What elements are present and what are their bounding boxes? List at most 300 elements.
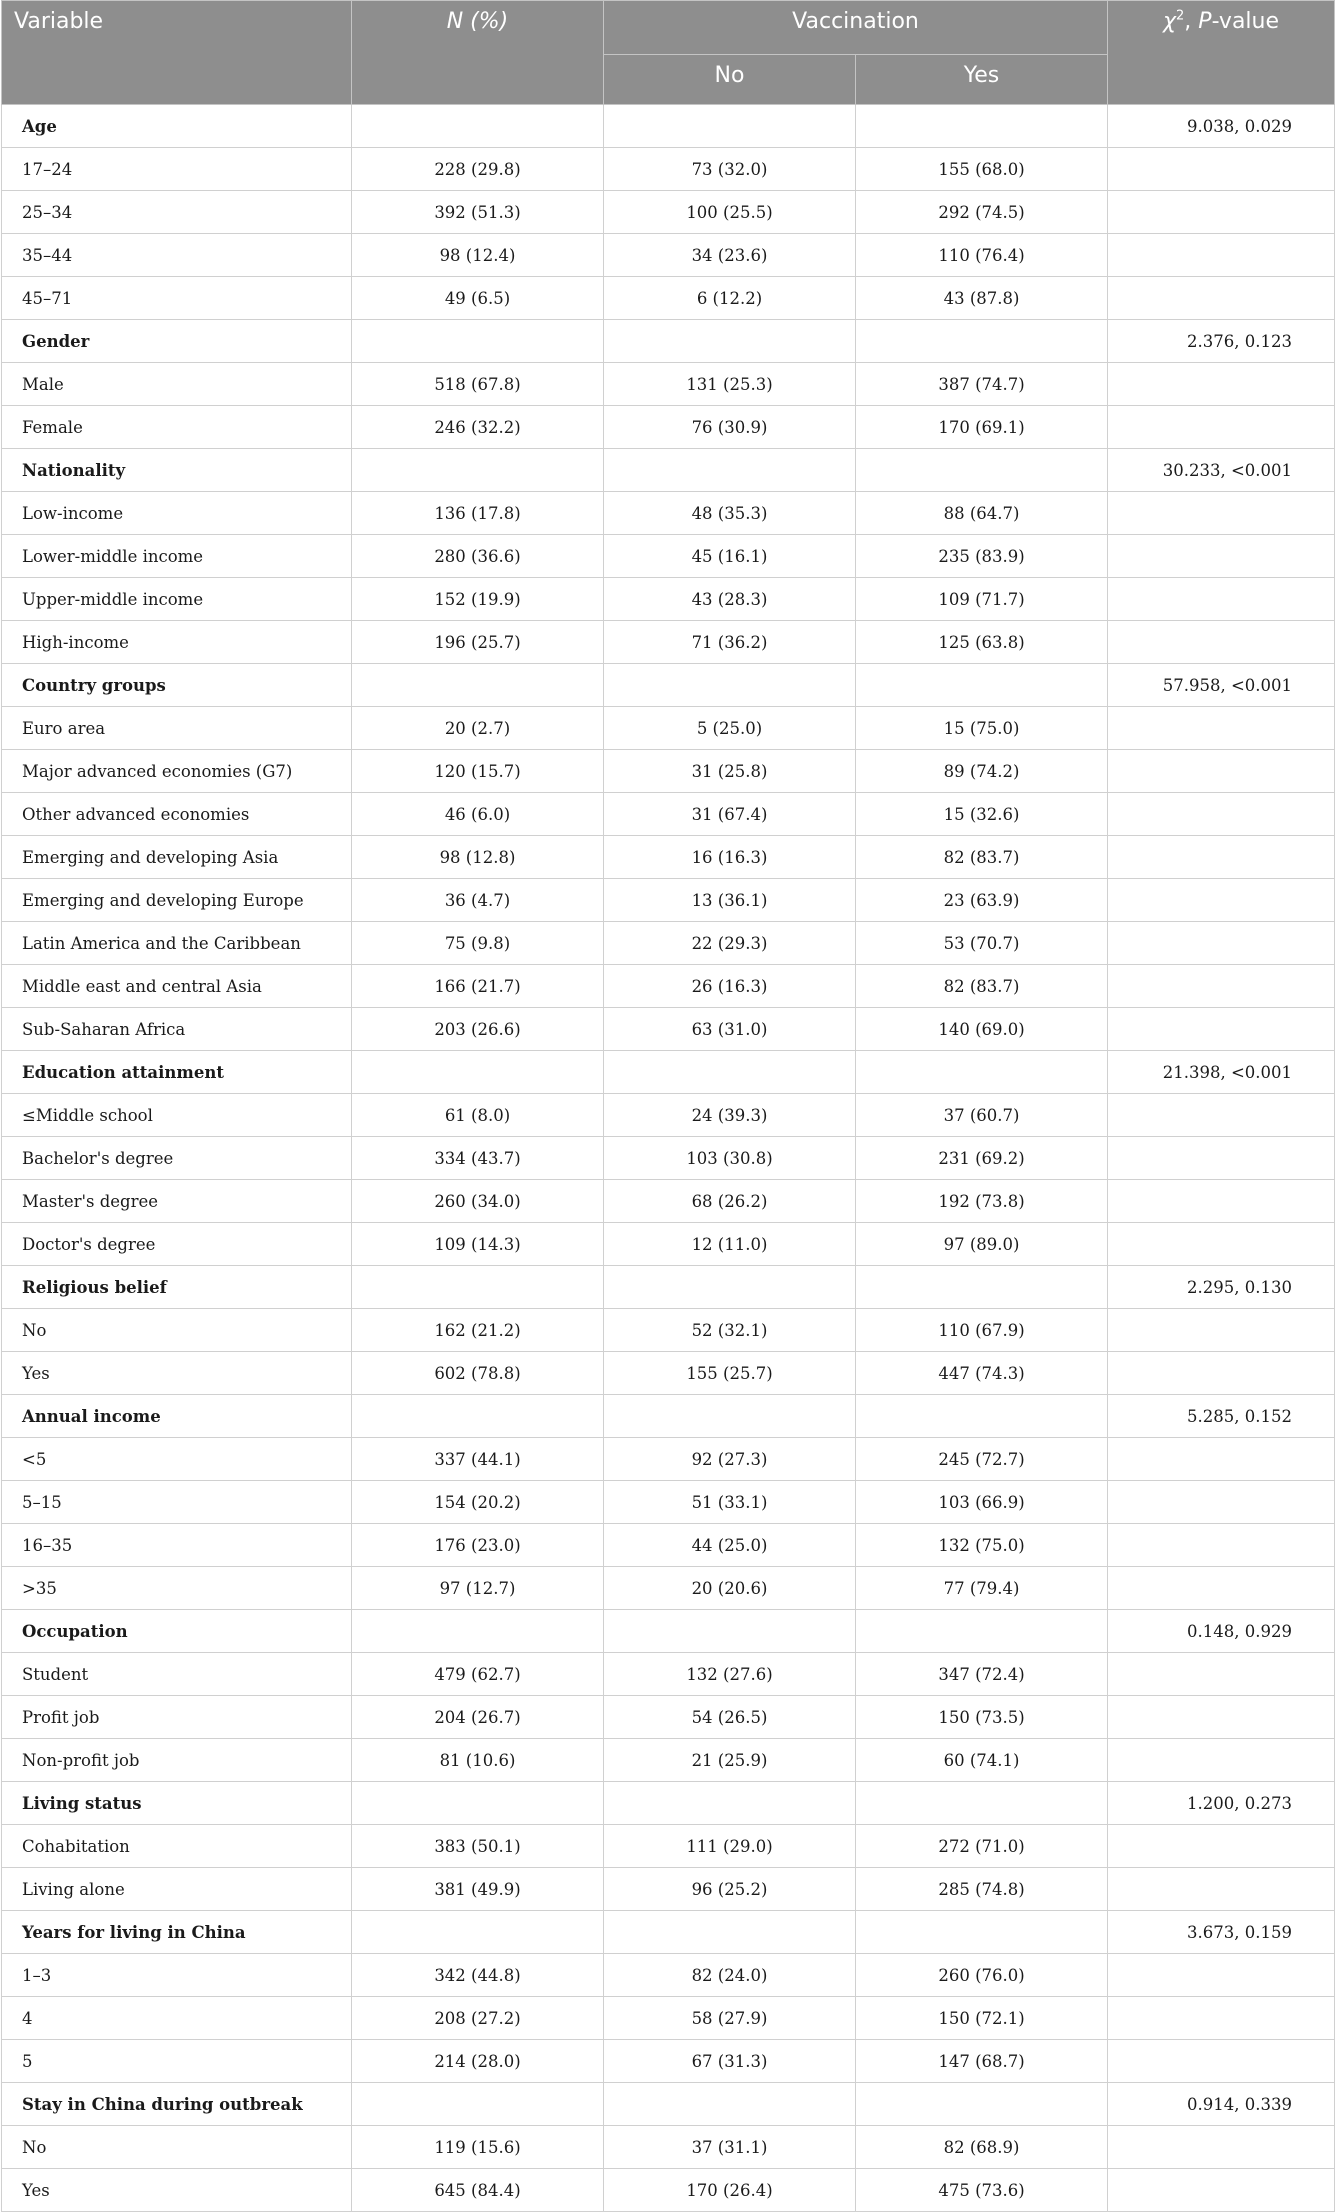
cell-chi-square (1108, 836, 1335, 879)
header-chi-label: $\chi^2$, P-value (1162, 9, 1280, 35)
cell-vaccination-no: 51 (33.1) (604, 1481, 856, 1524)
cell-vaccination-yes: 155 (68.0) (856, 148, 1108, 191)
cell-n-percent: 81 (10.6) (352, 1739, 604, 1782)
table-row (2, 750, 1335, 793)
header-variable: Variable (2, 1, 352, 105)
cell-n-percent: 20 (2.7) (352, 707, 604, 750)
cell-n-percent: 383 (50.1) (352, 1825, 604, 1868)
row-label: 4 (2, 1997, 352, 2040)
table-row (2, 1868, 1335, 1911)
cell-n-percent (352, 1610, 604, 1653)
cell-vaccination-no: 67 (31.3) (604, 2040, 856, 2083)
group-row (2, 105, 1335, 148)
row-label: Yes (2, 2169, 352, 2212)
cell-vaccination-no: 48 (35.3) (604, 492, 856, 535)
cell-chi-square (1108, 750, 1335, 793)
row-label: 25–34 (2, 191, 352, 234)
cell-vaccination-yes: 147 (68.7) (856, 2040, 1108, 2083)
table-row (2, 191, 1335, 234)
cell-chi-square: 5.285, 0.152 (1108, 1395, 1335, 1438)
table-row (2, 148, 1335, 191)
row-label: Education attainment (2, 1051, 352, 1094)
cell-vaccination-yes: 15 (32.6) (856, 793, 1108, 836)
row-label: Gender (2, 320, 352, 363)
cell-chi-square (1108, 535, 1335, 578)
group-row (2, 2083, 1335, 2126)
cell-vaccination-yes: 285 (74.8) (856, 1868, 1108, 1911)
table-row (2, 1825, 1335, 1868)
cell-n-percent (352, 664, 604, 707)
cell-n-percent: 204 (26.7) (352, 1696, 604, 1739)
cell-chi-square (1108, 1094, 1335, 1137)
cell-chi-square (1108, 363, 1335, 406)
row-label: Upper-middle income (2, 578, 352, 621)
row-label: 5 (2, 2040, 352, 2083)
row-label: Living status (2, 1782, 352, 1825)
cell-n-percent: 228 (29.8) (352, 148, 604, 191)
cell-vaccination-no: 37 (31.1) (604, 2126, 856, 2169)
table-row (2, 1223, 1335, 1266)
cell-vaccination-yes (856, 1610, 1108, 1653)
row-label: Stay in China during outbreak (2, 2083, 352, 2126)
cell-vaccination-no: 20 (20.6) (604, 1567, 856, 1610)
cell-vaccination-yes: 82 (83.7) (856, 965, 1108, 1008)
cell-n-percent: 154 (20.2) (352, 1481, 604, 1524)
table-row (2, 1567, 1335, 1610)
table-row (2, 707, 1335, 750)
row-label: Female (2, 406, 352, 449)
row-label: No (2, 2126, 352, 2169)
table-row (2, 234, 1335, 277)
cell-vaccination-no: 73 (32.0) (604, 148, 856, 191)
table-row (2, 363, 1335, 406)
table-row (2, 1008, 1335, 1051)
cell-vaccination-no (604, 1610, 856, 1653)
cell-vaccination-no: 76 (30.9) (604, 406, 856, 449)
cell-vaccination-yes: 447 (74.3) (856, 1352, 1108, 1395)
row-label: Latin America and the Caribbean (2, 922, 352, 965)
row-label: Middle east and central Asia (2, 965, 352, 1008)
cell-vaccination-no: 5 (25.0) (604, 707, 856, 750)
cell-vaccination-yes: 245 (72.7) (856, 1438, 1108, 1481)
cell-n-percent: 61 (8.0) (352, 1094, 604, 1137)
row-label: 5–15 (2, 1481, 352, 1524)
cell-vaccination-no: 92 (27.3) (604, 1438, 856, 1481)
cell-n-percent: 136 (17.8) (352, 492, 604, 535)
cell-vaccination-no: 132 (27.6) (604, 1653, 856, 1696)
cell-vaccination-no: 31 (67.4) (604, 793, 856, 836)
cell-vaccination-yes: 150 (72.1) (856, 1997, 1108, 2040)
row-label: 1–3 (2, 1954, 352, 1997)
table-row (2, 793, 1335, 836)
cell-chi-square (1108, 578, 1335, 621)
cell-chi-square (1108, 1524, 1335, 1567)
table-row (2, 1954, 1335, 1997)
cell-vaccination-no (604, 1266, 856, 1309)
cell-vaccination-no: 82 (24.0) (604, 1954, 856, 1997)
cell-chi-square (1108, 2126, 1335, 2169)
cell-chi-square (1108, 1868, 1335, 1911)
row-label: Doctor's degree (2, 1223, 352, 1266)
table-row (2, 2126, 1335, 2169)
cell-vaccination-yes: 272 (71.0) (856, 1825, 1108, 1868)
cell-n-percent (352, 105, 604, 148)
cell-vaccination-yes: 110 (76.4) (856, 234, 1108, 277)
cell-n-percent: 392 (51.3) (352, 191, 604, 234)
cell-n-percent: 645 (84.4) (352, 2169, 604, 2212)
cell-vaccination-no (604, 2083, 856, 2126)
cell-n-percent: 162 (21.2) (352, 1309, 604, 1352)
row-label: Euro area (2, 707, 352, 750)
cell-vaccination-no: 100 (25.5) (604, 191, 856, 234)
cell-n-percent: 98 (12.8) (352, 836, 604, 879)
row-label: Living alone (2, 1868, 352, 1911)
cell-chi-square (1108, 1825, 1335, 1868)
row-label: Cohabitation (2, 1825, 352, 1868)
cell-vaccination-yes: 292 (74.5) (856, 191, 1108, 234)
table-row (2, 1696, 1335, 1739)
row-label: Country groups (2, 664, 352, 707)
table-row (2, 879, 1335, 922)
table-row (2, 1524, 1335, 1567)
cell-vaccination-yes (856, 1782, 1108, 1825)
cell-vaccination-no: 6 (12.2) (604, 277, 856, 320)
cell-vaccination-no: 155 (25.7) (604, 1352, 856, 1395)
row-label: Major advanced economies (G7) (2, 750, 352, 793)
cell-chi-square (1108, 2040, 1335, 2083)
table-row (2, 2040, 1335, 2083)
cell-vaccination-no (604, 1911, 856, 1954)
cell-chi-square: 1.200, 0.273 (1108, 1782, 1335, 1825)
cell-chi-square (1108, 793, 1335, 836)
cell-vaccination-no: 52 (32.1) (604, 1309, 856, 1352)
cell-vaccination-yes: 103 (66.9) (856, 1481, 1108, 1524)
cell-vaccination-yes: 110 (67.9) (856, 1309, 1108, 1352)
row-label: 16–35 (2, 1524, 352, 1567)
cell-vaccination-yes (856, 1051, 1108, 1094)
row-label: Bachelor's degree (2, 1137, 352, 1180)
cell-vaccination-no: 34 (23.6) (604, 234, 856, 277)
table-row (2, 1309, 1335, 1352)
row-label: Age (2, 105, 352, 148)
row-label: Religious belief (2, 1266, 352, 1309)
row-label: Emerging and developing Asia (2, 836, 352, 879)
cell-vaccination-yes: 231 (69.2) (856, 1137, 1108, 1180)
group-row (2, 320, 1335, 363)
cell-n-percent: 479 (62.7) (352, 1653, 604, 1696)
cell-n-percent: 98 (12.4) (352, 234, 604, 277)
cell-chi-square: 2.376, 0.123 (1108, 320, 1335, 363)
cell-vaccination-yes: 235 (83.9) (856, 535, 1108, 578)
table-header (2, 1, 1335, 105)
cell-vaccination-yes: 347 (72.4) (856, 1653, 1108, 1696)
cell-chi-square (1108, 2169, 1335, 2212)
cell-n-percent: 602 (78.8) (352, 1352, 604, 1395)
cell-n-percent: 120 (15.7) (352, 750, 604, 793)
cell-vaccination-yes: 132 (75.0) (856, 1524, 1108, 1567)
row-label: Yes (2, 1352, 352, 1395)
cell-vaccination-no: 131 (25.3) (604, 363, 856, 406)
cell-n-percent: 334 (43.7) (352, 1137, 604, 1180)
cell-chi-square (1108, 148, 1335, 191)
cell-vaccination-yes (856, 664, 1108, 707)
cell-vaccination-no (604, 1051, 856, 1094)
cell-n-percent (352, 1782, 604, 1825)
cell-n-percent (352, 320, 604, 363)
cell-chi-square: 0.148, 0.929 (1108, 1610, 1335, 1653)
row-label: Male (2, 363, 352, 406)
cell-vaccination-no (604, 449, 856, 492)
row-label: Emerging and developing Europe (2, 879, 352, 922)
cell-vaccination-no: 170 (26.4) (604, 2169, 856, 2212)
row-label: <5 (2, 1438, 352, 1481)
cell-vaccination-no (604, 1782, 856, 1825)
cell-chi-square (1108, 621, 1335, 664)
cell-chi-square (1108, 1954, 1335, 1997)
header-vaccination: Vaccination (604, 1, 1108, 55)
row-label: Occupation (2, 1610, 352, 1653)
cell-vaccination-yes: 475 (73.6) (856, 2169, 1108, 2212)
row-label: Student (2, 1653, 352, 1696)
cell-chi-square (1108, 1997, 1335, 2040)
cell-vaccination-no (604, 320, 856, 363)
cell-chi-square (1108, 1481, 1335, 1524)
table-row (2, 1481, 1335, 1524)
cell-n-percent: 166 (21.7) (352, 965, 604, 1008)
cell-n-percent: 109 (14.3) (352, 1223, 604, 1266)
cell-n-percent (352, 1051, 604, 1094)
cell-n-percent: 75 (9.8) (352, 922, 604, 965)
cell-chi-square: 2.295, 0.130 (1108, 1266, 1335, 1309)
row-label: 35–44 (2, 234, 352, 277)
cell-chi-square (1108, 406, 1335, 449)
cell-chi-square (1108, 277, 1335, 320)
row-label: Low-income (2, 492, 352, 535)
cell-n-percent: 260 (34.0) (352, 1180, 604, 1223)
group-row (2, 664, 1335, 707)
cell-vaccination-no: 22 (29.3) (604, 922, 856, 965)
cell-chi-square: 57.958, <0.001 (1108, 664, 1335, 707)
cell-n-percent: 381 (49.9) (352, 1868, 604, 1911)
group-row (2, 1911, 1335, 1954)
cell-chi-square (1108, 1352, 1335, 1395)
cell-chi-square: 9.038, 0.029 (1108, 105, 1335, 148)
row-label: 45–71 (2, 277, 352, 320)
cell-vaccination-no: 103 (30.8) (604, 1137, 856, 1180)
cell-vaccination-yes: 88 (64.7) (856, 492, 1108, 535)
cell-vaccination-yes: 60 (74.1) (856, 1739, 1108, 1782)
cell-n-percent: 46 (6.0) (352, 793, 604, 836)
header-chi-square (1108, 1, 1335, 105)
table-row (2, 492, 1335, 535)
cell-vaccination-yes: 260 (76.0) (856, 1954, 1108, 1997)
cell-vaccination-yes: 37 (60.7) (856, 1094, 1108, 1137)
cell-chi-square (1108, 191, 1335, 234)
cell-vaccination-yes (856, 449, 1108, 492)
table-row (2, 1653, 1335, 1696)
group-row (2, 1610, 1335, 1653)
cell-chi-square (1108, 1223, 1335, 1266)
cell-vaccination-yes: 150 (73.5) (856, 1696, 1108, 1739)
header-yes: Yes (856, 55, 1108, 105)
cell-vaccination-yes (856, 105, 1108, 148)
table-row (2, 1438, 1335, 1481)
cell-n-percent: 246 (32.2) (352, 406, 604, 449)
cell-vaccination-yes: 77 (79.4) (856, 1567, 1108, 1610)
cell-vaccination-yes: 43 (87.8) (856, 277, 1108, 320)
cell-n-percent: 196 (25.7) (352, 621, 604, 664)
cell-vaccination-yes: 82 (83.7) (856, 836, 1108, 879)
table-row (2, 1352, 1335, 1395)
cell-n-percent (352, 1911, 604, 1954)
cell-vaccination-no: 45 (16.1) (604, 535, 856, 578)
row-label: High-income (2, 621, 352, 664)
cell-vaccination-yes: 89 (74.2) (856, 750, 1108, 793)
cell-chi-square (1108, 1438, 1335, 1481)
cell-vaccination-no: 44 (25.0) (604, 1524, 856, 1567)
table-row (2, 1094, 1335, 1137)
row-label: Lower-middle income (2, 535, 352, 578)
cell-vaccination-yes (856, 1266, 1108, 1309)
cell-vaccination-yes (856, 2083, 1108, 2126)
group-row (2, 449, 1335, 492)
cell-vaccination-no: 24 (39.3) (604, 1094, 856, 1137)
table-row (2, 922, 1335, 965)
cell-vaccination-no: 31 (25.8) (604, 750, 856, 793)
cell-vaccination-no: 58 (27.9) (604, 1997, 856, 2040)
cell-vaccination-no: 54 (26.5) (604, 1696, 856, 1739)
cell-chi-square: 3.673, 0.159 (1108, 1911, 1335, 1954)
cell-vaccination-yes: 23 (63.9) (856, 879, 1108, 922)
cell-n-percent: 208 (27.2) (352, 1997, 604, 2040)
table-row (2, 836, 1335, 879)
cell-chi-square: 21.398, <0.001 (1108, 1051, 1335, 1094)
table-row (2, 1137, 1335, 1180)
table-row (2, 1997, 1335, 2040)
cell-vaccination-yes: 97 (89.0) (856, 1223, 1108, 1266)
row-label: >35 (2, 1567, 352, 1610)
cell-n-percent: 49 (6.5) (352, 277, 604, 320)
cell-n-percent: 203 (26.6) (352, 1008, 604, 1051)
cell-chi-square (1108, 1696, 1335, 1739)
cell-chi-square (1108, 922, 1335, 965)
table-row (2, 406, 1335, 449)
cell-chi-square (1108, 1567, 1335, 1610)
row-label: 17–24 (2, 148, 352, 191)
cell-chi-square (1108, 707, 1335, 750)
cell-n-percent: 36 (4.7) (352, 879, 604, 922)
cell-chi-square (1108, 879, 1335, 922)
cell-vaccination-no (604, 105, 856, 148)
header-no: No (604, 55, 856, 105)
cell-vaccination-yes: 140 (69.0) (856, 1008, 1108, 1051)
cell-vaccination-no: 71 (36.2) (604, 621, 856, 664)
table-row (2, 965, 1335, 1008)
table-row (2, 2169, 1335, 2212)
cell-n-percent (352, 2083, 604, 2126)
table-row (2, 277, 1335, 320)
cell-vaccination-yes: 170 (69.1) (856, 406, 1108, 449)
row-label: Non-profit job (2, 1739, 352, 1782)
header-n-percent (352, 1, 604, 105)
cell-vaccination-yes: 53 (70.7) (856, 922, 1108, 965)
cell-chi-square: 0.914, 0.339 (1108, 2083, 1335, 2126)
row-label: Years for living in China (2, 1911, 352, 1954)
cell-vaccination-yes: 109 (71.7) (856, 578, 1108, 621)
cell-vaccination-yes: 15 (75.0) (856, 707, 1108, 750)
cell-n-percent: 176 (23.0) (352, 1524, 604, 1567)
cell-chi-square (1108, 1137, 1335, 1180)
cell-chi-square (1108, 234, 1335, 277)
row-label: Annual income (2, 1395, 352, 1438)
cell-vaccination-no (604, 1395, 856, 1438)
row-label: Sub-Saharan Africa (2, 1008, 352, 1051)
cell-vaccination-no: 21 (25.9) (604, 1739, 856, 1782)
cell-vaccination-yes: 125 (63.8) (856, 621, 1108, 664)
cell-n-percent (352, 449, 604, 492)
cell-vaccination-yes: 82 (68.9) (856, 2126, 1108, 2169)
cell-chi-square (1108, 1180, 1335, 1223)
cell-n-percent: 280 (36.6) (352, 535, 604, 578)
row-label: No (2, 1309, 352, 1352)
cell-n-percent: 152 (19.9) (352, 578, 604, 621)
cell-n-percent: 214 (28.0) (352, 2040, 604, 2083)
cell-n-percent: 518 (67.8) (352, 363, 604, 406)
cell-vaccination-no: 96 (25.2) (604, 1868, 856, 1911)
cell-chi-square (1108, 492, 1335, 535)
table-body (2, 105, 1335, 2212)
cell-chi-square (1108, 1309, 1335, 1352)
header-n-label: N (%) (446, 9, 509, 34)
cell-vaccination-yes (856, 1395, 1108, 1438)
table-row (2, 535, 1335, 578)
table-row (2, 621, 1335, 664)
row-label: Nationality (2, 449, 352, 492)
group-row (2, 1782, 1335, 1825)
cell-n-percent: 119 (15.6) (352, 2126, 604, 2169)
group-row (2, 1395, 1335, 1438)
cell-n-percent (352, 1266, 604, 1309)
row-label: ≤Middle school (2, 1094, 352, 1137)
cell-vaccination-no: 12 (11.0) (604, 1223, 856, 1266)
group-row (2, 1051, 1335, 1094)
cell-chi-square (1108, 1653, 1335, 1696)
cell-vaccination-no: 16 (16.3) (604, 836, 856, 879)
cell-n-percent: 337 (44.1) (352, 1438, 604, 1481)
cell-chi-square (1108, 965, 1335, 1008)
vaccination-table (1, 0, 1335, 2212)
cell-chi-square (1108, 1008, 1335, 1051)
cell-vaccination-no: 13 (36.1) (604, 879, 856, 922)
row-label: Master's degree (2, 1180, 352, 1223)
row-label: Profit job (2, 1696, 352, 1739)
cell-vaccination-no: 111 (29.0) (604, 1825, 856, 1868)
cell-vaccination-yes (856, 1911, 1108, 1954)
cell-vaccination-no: 68 (26.2) (604, 1180, 856, 1223)
table-row (2, 1180, 1335, 1223)
cell-vaccination-no: 26 (16.3) (604, 965, 856, 1008)
cell-vaccination-no: 63 (31.0) (604, 1008, 856, 1051)
cell-chi-square: 30.233, <0.001 (1108, 449, 1335, 492)
cell-vaccination-yes: 387 (74.7) (856, 363, 1108, 406)
table-row (2, 578, 1335, 621)
cell-n-percent: 342 (44.8) (352, 1954, 604, 1997)
cell-vaccination-yes: 192 (73.8) (856, 1180, 1108, 1223)
group-row (2, 1266, 1335, 1309)
cell-n-percent: 97 (12.7) (352, 1567, 604, 1610)
cell-vaccination-no: 43 (28.3) (604, 578, 856, 621)
cell-n-percent (352, 1395, 604, 1438)
